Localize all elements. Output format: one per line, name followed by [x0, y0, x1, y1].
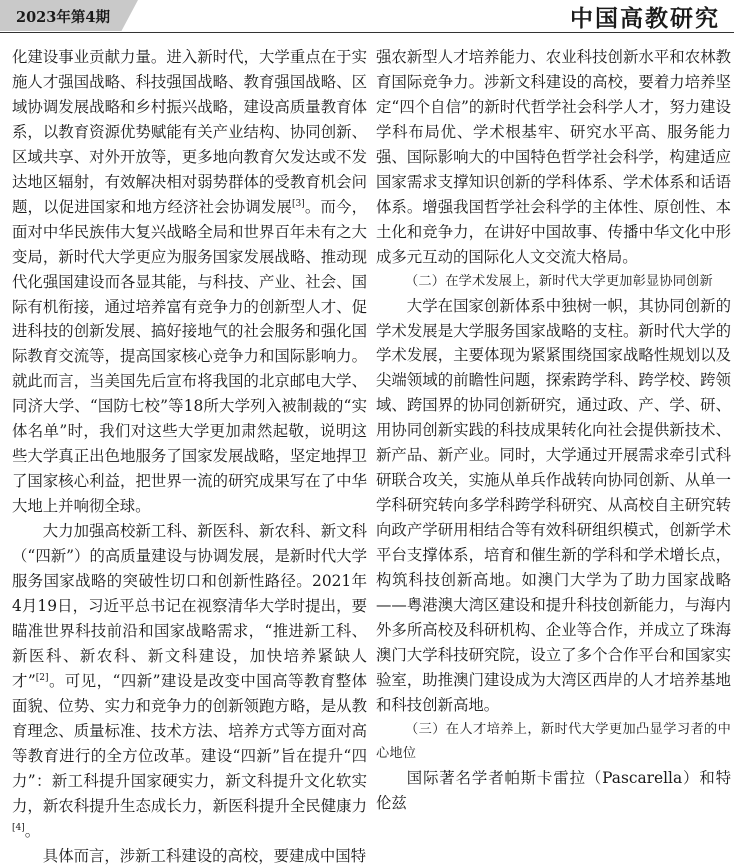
left-p2-text: 大力加强高校新工科、新医科、新农科、新文科（“四新”）的高质量建设与协调发展，是新时代大学服务国家战略的突破性切口和创新性路径。2021年4月19日，习近平总书记在视察清华大学时提出，要瞄准世界科技前沿和国家战略需求，“推进新工科、新医科、新农科、新文科建设，加快培养紧缺人才” [12, 522, 367, 690]
left-p1-text: 化建设事业贡献力量。进入新时代，大学重点在于实施人才强国战略、科技强国战略、教育强国战略、区域协调发展战略和乡村振兴战略，建设高质量教育体系，以教育资源优势赋能有关产业结构、协同创新、区域共享、对外开放等，更多地向教育欠发达或不发达地区辐射，有效解决相对弱势群体的受教育机会问题，以促进国家和地方经济社会协调发展 [12, 48, 367, 216]
left-p2-text-mid: 。可见，“四新”建设是改变中国高等教育整体面貌、位势、实力和竞争力的创新领跑方略，是从教育理念、质量标准、技术方法、培养方式等方面对高等教育进行的全方位改革。建设“四新”旨在提升“四力”：新工科提升国家硬实力，新文科提升文化软实力，新农科提升生态成长力，新医科提升全民健康力 [12, 672, 367, 815]
section-heading-2: （二）在学术发展上，新时代大学更加彰显协同创新 [376, 270, 731, 294]
citation-3: [3] [292, 199, 305, 209]
left-p2-text-end: 。 [25, 822, 40, 840]
left-paragraph-3: 具体而言，涉新工科建设的高校，要建成中国特 [12, 844, 367, 868]
citation-4: [4] [12, 822, 25, 832]
journal-title: 中国高教研究 [570, 0, 720, 33]
issue-label: 2023年第4期 [16, 6, 110, 27]
right-paragraph-3: 国际著名学者帕斯卡雷拉（Pascarella）和特伦兹 [376, 766, 731, 816]
header-rule [0, 32, 734, 33]
right-paragraph-2: 大学在国家创新体系中独树一帜，其协同创新的学术发展是大学服务国家战略的支柱。新时代大学的学术发展，主要体现为紧紧围绕国家战略性规划以及尖端领域的前瞻性问题，探索跨学科、跨学校、跨领域、跨国界的协同创新研究，通过政、产、学、研、用协同创新实践的科技成果转化向社会提供新技术、新产品、新产业。同时，大学通过开展需求牵引式科研联合攻关，实施从单兵作战转向协同创新、从单一学科研究转向多学科跨学科研究、从高校自主研究转向政产学研用相结合等有效科研组织模式，创新学术平台支撑体系，培育和催生新的学科和学术增长点，构筑科技创新高地。如澳门大学为了助力国家战略——粤港澳大湾区建设和提升科技创新能力，与海内外多所高校及科研机构、企业等合作，并成立了珠海澳门大学科技研究院，设立了多个合作平台和国家实验室，助推澳门建设成为大湾区西岸的人才培养基地和科技创新高地。 [376, 294, 731, 718]
citation-2: [2] [36, 673, 49, 683]
left-p1-text-end: 。而今，面对中华民族伟大复兴战略全局和世界百年未有之大变局，新时代大学更应为服务国家发展战略、推动现代化强国建设而各显其能，与科技、产业、社会、国际有机衔接，通过培养富有竞争力的创新型人才、促进科技的创新发展、搞好接地气的社会服务和强化国际教育交流等，提高国家核心竞争力和国际影响力。就此而言，当美国先后宣布将我国的北京邮电大学、同济大学、“国防七校”等18所大学列入被制裁的“实体名单”时，我们对这些大学更加肃然起敬，说明这些大学真正出色地服务了国家发展战略，坚定地捍卫了国家核心利益，把世界一流的研究成果写在了中华大地上并响彻全球。 [12, 198, 367, 515]
left-column [12, 45, 367, 868]
right-paragraph-1: 强农新型人才培养能力、农业科技创新水平和农林教育国际竞争力。涉新文科建设的高校，要着力培养坚定“四个自信”的新时代哲学社会科学人才，努力建设学科布局优、学术根基牢、研究水平高、服务能力强、国际影响大的中国特色哲学社会科学，构建适应国家需求支撑知识创新的学科体系、学术体系和话语体系。增强我国哲学社会科学的主体性、原创性、本土化和竞争力，在讲好中国故事、传播中华文化中形成多元互动的国际化人文交流大格局。 [376, 45, 731, 270]
right-column [376, 45, 731, 816]
left-paragraph-1 [12, 45, 367, 519]
page-header [0, 0, 734, 34]
section-heading-3: （三）在人才培养上，新时代大学更加凸显学习者的中心地位 [376, 718, 731, 766]
left-paragraph-2 [12, 519, 367, 843]
